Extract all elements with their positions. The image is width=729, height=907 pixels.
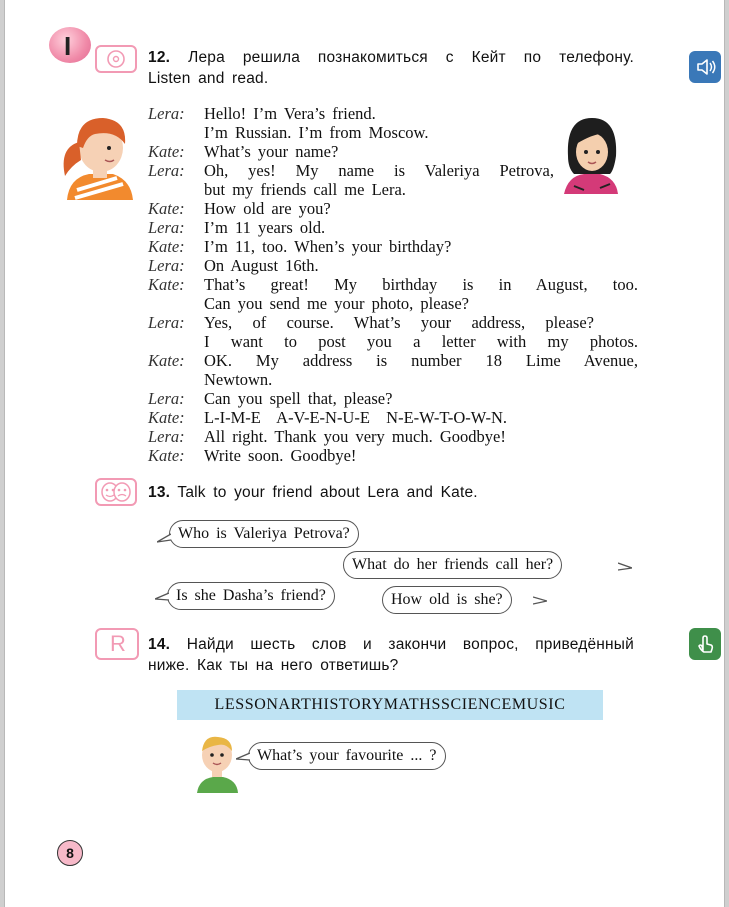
speaker: Lera: xyxy=(148,313,185,332)
dialogue-line xyxy=(148,313,638,332)
r-letter: R xyxy=(110,631,126,656)
bubble-tail xyxy=(157,533,171,543)
audio-button[interactable] xyxy=(689,51,721,83)
dialogue-line xyxy=(148,427,638,446)
line-text: Hello! I’m Vera’s friend. xyxy=(204,104,376,123)
line-text: L-I-M-E A-V-E-N-U-E N-E-W-T-O-W-N. xyxy=(204,408,507,427)
audio-disc-icon xyxy=(95,45,137,73)
lera-illustration xyxy=(57,112,141,200)
task-14-text-2: ниже. Как ты на него ответишь? xyxy=(148,657,399,674)
line-text: I’m Russian. I’m from Moscow. xyxy=(204,123,429,142)
dialogue-line xyxy=(148,199,638,218)
speaker xyxy=(148,123,204,142)
line-text: Can you spell that, please? xyxy=(204,389,393,408)
task-14-instruction xyxy=(148,634,634,676)
line-text: I’m 11, too. When’s your birthday? xyxy=(204,237,452,256)
line-text: OK. My address is number 18 Lime Avenue, xyxy=(204,351,638,370)
speaker: Lera: xyxy=(148,104,185,123)
line-text: but my friends call me Lera. xyxy=(204,180,406,199)
theatre-masks-icon xyxy=(97,480,135,504)
speech-bubble: How old is she? xyxy=(382,586,512,614)
page-number: 8 xyxy=(57,840,83,866)
task-13-instruction xyxy=(148,482,478,503)
line-text: What’s your name? xyxy=(204,142,339,161)
line-text: I want to post you a letter with my photos. xyxy=(204,332,638,351)
dialogue-line xyxy=(148,180,638,199)
speech-bubble: Is she Dasha’s friend? xyxy=(167,582,335,610)
dialogue-line xyxy=(148,389,638,408)
task-12-instruction xyxy=(148,47,634,89)
line-text: On August 16th. xyxy=(204,256,319,275)
speaker xyxy=(148,180,204,199)
unit-label: I xyxy=(64,31,72,61)
line-text: Yes, of course. What’s your address, please? xyxy=(204,313,594,332)
line-text: Oh, yes! My name is Valeriya Petrova, xyxy=(204,161,554,180)
speaker: Kate: xyxy=(148,275,185,294)
speaker: Lera: xyxy=(148,218,185,237)
task-13-number: 13. xyxy=(148,484,171,501)
speaker: Lera: xyxy=(148,427,185,446)
task-14-text: Найди шесть слов и закончи вопрос, приведённый xyxy=(186,636,634,653)
unit-badge xyxy=(49,27,91,63)
bubble-tail xyxy=(533,596,547,606)
dialogue-line xyxy=(148,370,638,389)
speech-bubble: What do her friends call her? xyxy=(343,551,562,579)
dialogue-line xyxy=(148,142,638,161)
dialogue-line xyxy=(148,408,638,427)
bubble-tail xyxy=(618,562,632,572)
dialogue-line xyxy=(148,446,638,465)
line-text: I’m 11 years old. xyxy=(204,218,326,237)
line-text: Newtown. xyxy=(204,370,273,389)
line-text: All right. Thank you very much. Goodbye! xyxy=(204,427,506,446)
line-text: Can you send me your photo, please? xyxy=(204,294,469,313)
textbook-page xyxy=(4,0,725,907)
line-text: How old are you? xyxy=(204,199,331,218)
interactive-button[interactable] xyxy=(689,628,721,660)
question-bubble: What’s your favourite ... ? xyxy=(248,742,446,770)
dialogue-line xyxy=(148,294,638,313)
speaker: Lera: xyxy=(148,256,185,275)
boy-illustration xyxy=(193,733,241,793)
task-14-number: 14. xyxy=(148,636,171,653)
word-search-strip: LESSONARTHISTORYMATHSSCIENCEMUSIC xyxy=(177,690,603,720)
reading-r-icon xyxy=(95,628,139,660)
task-13-text: Talk to your friend about Lera and Kate. xyxy=(177,484,478,501)
line-text: That’s great! My birthday is in August, too. xyxy=(204,275,638,294)
dialogue-line xyxy=(148,351,638,370)
dialogue-line xyxy=(148,237,638,256)
speaker xyxy=(148,332,204,351)
hand-pointer-icon xyxy=(689,628,721,660)
speaker xyxy=(148,370,204,389)
speaker: Kate: xyxy=(148,199,185,218)
bubble-tail xyxy=(236,752,250,762)
speaker xyxy=(148,294,204,313)
speech-bubble: Who is Valeriya Petrova? xyxy=(169,520,359,548)
bubble-tail xyxy=(155,592,169,602)
task-12-number: 12. xyxy=(148,49,171,66)
dialogue-line xyxy=(148,123,638,142)
dialogue-line xyxy=(148,161,638,180)
speaker: Kate: xyxy=(148,142,185,161)
speaker: Kate: xyxy=(148,351,185,370)
task-12-text-2: Listen and read. xyxy=(148,70,269,87)
dialogue-line xyxy=(148,275,638,294)
dialogue-line xyxy=(148,218,638,237)
speaker: Kate: xyxy=(148,408,185,427)
speaker: Kate: xyxy=(148,237,185,256)
speaker: Lera: xyxy=(148,389,185,408)
task-12-text: Лера решила познакомиться с Кейт по телефону. xyxy=(188,49,634,66)
masks-icon xyxy=(95,478,137,506)
dialogue-line xyxy=(148,332,638,351)
speaker: Lera: xyxy=(148,161,185,180)
speaker-icon xyxy=(689,51,721,83)
dialogue-line xyxy=(148,256,638,275)
speaker: Kate: xyxy=(148,446,185,465)
dialogue xyxy=(148,104,638,465)
line-text: Write soon. Goodbye! xyxy=(204,446,357,465)
dialogue-line xyxy=(148,104,638,123)
disc-icon xyxy=(97,47,135,71)
